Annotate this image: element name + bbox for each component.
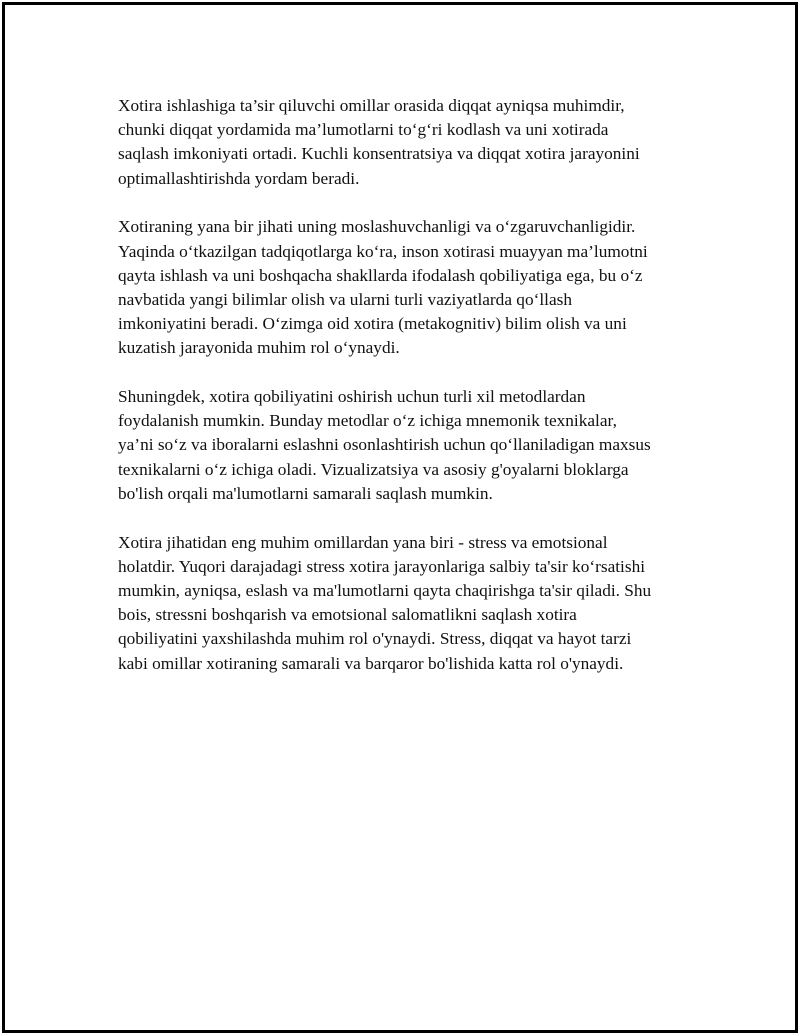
text-line: ya’ni so‘z va iboralarni eslashni osonlashtirish uchun qo‘llaniladigan maxsus bbox=[118, 435, 651, 455]
text-line: Xotira jihatidan eng muhim omillardan yana biri - stress va emotsional bbox=[118, 532, 608, 552]
paragraph-methods bbox=[118, 385, 698, 506]
paragraph-attention bbox=[118, 94, 698, 191]
text-line: kabi omillar xotiraning samarali va barqaror bo'lishida katta rol o'ynaydi. bbox=[118, 653, 624, 673]
text-line: imkoniyatini beradi. O‘zimga oid xotira (metakognitiv) bilim olish va uni bbox=[118, 314, 627, 334]
paragraph-adaptability bbox=[118, 215, 698, 360]
paragraph-stress bbox=[118, 531, 698, 676]
text-line: foydalanish mumkin. Bunday metodlar o‘z ichiga mnemonik texnikalar, bbox=[118, 411, 617, 431]
text-line: navbatida yangi bilimlar olish va ularni turli vaziyatlarda qo‘llash bbox=[118, 289, 572, 309]
text-line: bo'lish orqali ma'lumotlarni samarali saqlash mumkin. bbox=[118, 483, 493, 503]
text-line: Xotiraning yana bir jihati uning moslashuvchanligi va o‘zgaruvchanligidir. bbox=[118, 217, 636, 237]
text-line: qayta ishlash va uni boshqacha shakllarda ifodalash qobiliyatiga ega, bu o‘z bbox=[118, 265, 643, 285]
text-line: optimallashtirishda yordam beradi. bbox=[118, 168, 360, 188]
text-line: texnikalarni o‘z ichiga oladi. Vizualizatsiya va asosiy g'oyalarni bloklarga bbox=[118, 459, 629, 479]
text-line: Shuningdek, xotira qobiliyatini oshirish uchun turli xil metodlardan bbox=[118, 387, 586, 407]
text-line: Yaqinda o‘tkazilgan tadqiqotlarga ko‘ra, inson xotirasi muayyan ma’lumotni bbox=[118, 241, 648, 261]
text-line: saqlash imkoniyati ortadi. Kuchli konsentratsiya va diqqat xotira jarayonini bbox=[118, 144, 640, 164]
text-line: mumkin, ayniqsa, eslash va ma'lumotlarni qayta chaqirishga ta'sir qiladi. Shu bbox=[118, 580, 652, 600]
document-body bbox=[118, 94, 698, 700]
text-line: chunki diqqat yordamida ma’lumotlarni to‘g‘ri kodlash va uni xotirada bbox=[118, 120, 609, 140]
text-line: kuzatish jarayonida muhim rol o‘ynaydi. bbox=[118, 338, 400, 358]
text-line: bois, stressni boshqarish va emotsional salomatlikni saqlash xotira bbox=[118, 605, 577, 625]
text-line: qobiliyatini yaxshilashda muhim rol o'ynaydi. Stress, diqqat va hayot tarzi bbox=[118, 629, 632, 649]
text-line: Xotira ishlashiga ta’sir qiluvchi omillar orasida diqqat ayniqsa muhimdir, bbox=[118, 96, 625, 115]
text-line: holatdir. Yuqori darajadagi stress xotira jarayonlariga salbiy ta'sir ko‘rsatishi bbox=[118, 556, 646, 576]
